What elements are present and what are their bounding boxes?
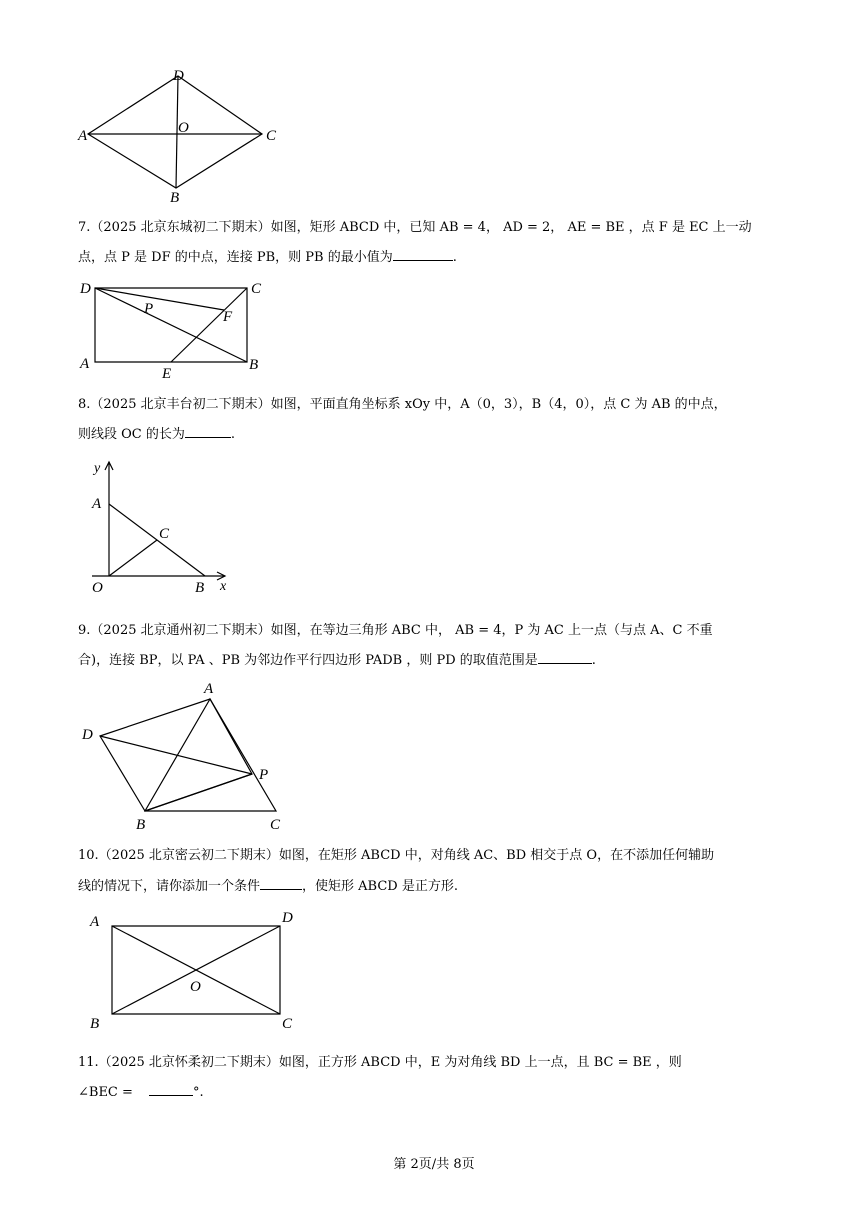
label-o: O <box>178 120 189 136</box>
q9-line2-text: 合)，连接 BP，以 PA 、PB 为邻边作平行四边形 PADB ，则 PD 的取值范围是 <box>78 653 538 668</box>
segment-df <box>95 288 224 310</box>
segment-bp <box>145 774 252 811</box>
q7-line2-text: 点，点 P 是 DF 的中点，连接 PB，则 PB 的最小值为 <box>78 250 393 265</box>
q9-line1: 9.（2025 北京通州初二下期末）如图，在等边三角形 ABC 中， AB = 4，P 为 AC 上一点（与点 A、C 不重 <box>78 623 713 638</box>
q7-line1: 7.（2025 北京东城初二下期末）如图，矩形 ABCD 中，已知 AB = 4， AD = 2， AE = BE ，点 F 是 EC 上一动 <box>78 220 752 235</box>
label-b: B <box>170 190 180 206</box>
q11-line2 <box>78 1082 204 1103</box>
q8-line2-text: 则线段 OC 的长为 <box>78 427 185 442</box>
q11-line2-text: ∠BEC = <box>78 1085 138 1100</box>
label-d: D <box>282 910 293 926</box>
label-a: A <box>92 496 102 512</box>
figure-rectangle-q7 <box>70 275 280 385</box>
q7-answer-blank[interactable] <box>393 247 453 261</box>
q7-line2-end: . <box>452 250 457 265</box>
label-p: P <box>144 301 154 317</box>
figure-coordinate-q8 <box>80 452 250 602</box>
label-f: F <box>223 309 233 325</box>
label-p: P <box>259 767 269 783</box>
q11-line1: 11.（2025 北京怀柔初二下期末）如图，正方形 ABCD 中，E 为对角线 BD 上一点，且 BC = BE ，则 <box>78 1055 682 1070</box>
label-b: B <box>90 1016 100 1032</box>
q10-line2-end: ，使矩形 ABCD 是正方形. <box>302 879 458 894</box>
label-x: x <box>220 579 227 594</box>
figure-rhombus <box>70 60 290 210</box>
label-c: C <box>266 128 277 144</box>
label-c: C <box>282 1016 293 1032</box>
triangle-abc <box>145 699 276 811</box>
page-footer: 第 2页/共 8页 <box>393 1157 475 1172</box>
q10-line2-text: 线的情况下，请你添加一个条件 <box>78 879 261 894</box>
label-o: O <box>92 580 103 596</box>
label-c: C <box>270 817 281 833</box>
label-a: A <box>80 356 90 372</box>
q11-line2-end: °. <box>193 1085 204 1100</box>
q7-line2 <box>78 247 457 268</box>
q9-line2 <box>78 650 596 671</box>
label-o: O <box>190 979 201 995</box>
label-a: A <box>204 681 214 697</box>
segment-oc <box>109 540 157 576</box>
figure-rectangle-q10 <box>80 902 310 1037</box>
q10-line2 <box>78 876 458 897</box>
q9-answer-blank[interactable] <box>538 650 592 664</box>
segment-ec <box>171 288 247 362</box>
q9-line2-end: . <box>591 653 596 668</box>
label-a: A <box>90 914 100 930</box>
segment-db <box>95 288 247 362</box>
label-b: B <box>249 357 259 373</box>
q8-line2-end: . <box>230 427 236 442</box>
label-d: D <box>82 727 93 743</box>
label-e: E <box>162 366 172 382</box>
q8-answer-blank[interactable] <box>185 424 231 438</box>
label-b: B <box>136 817 146 833</box>
label-c: C <box>159 526 170 542</box>
label-a: A <box>78 128 88 144</box>
label-y: y <box>94 461 101 476</box>
q10-answer-blank[interactable] <box>260 876 302 890</box>
label-c: C <box>251 281 262 297</box>
label-b: B <box>195 580 205 596</box>
q10-line1: 10.（2025 北京密云初二下期末）如图，在矩形 ABCD 中，对角线 AC、BD 相交于点 O，在不添加任何辅助 <box>78 848 715 863</box>
q8-line2 <box>78 424 235 445</box>
rhombus-outline <box>88 76 262 188</box>
q11-answer-blank[interactable] <box>149 1082 193 1096</box>
figure-triangle-q9 <box>70 675 300 840</box>
segment-dp <box>100 736 252 774</box>
label-d: D <box>173 68 184 84</box>
q8-line1: 8.（2025 北京丰台初二下期末）如图，平面直角坐标系 xOy 中，A（0，3），B（4，0），点 C 为 AB 的中点， <box>78 397 727 412</box>
label-d: D <box>80 281 91 297</box>
